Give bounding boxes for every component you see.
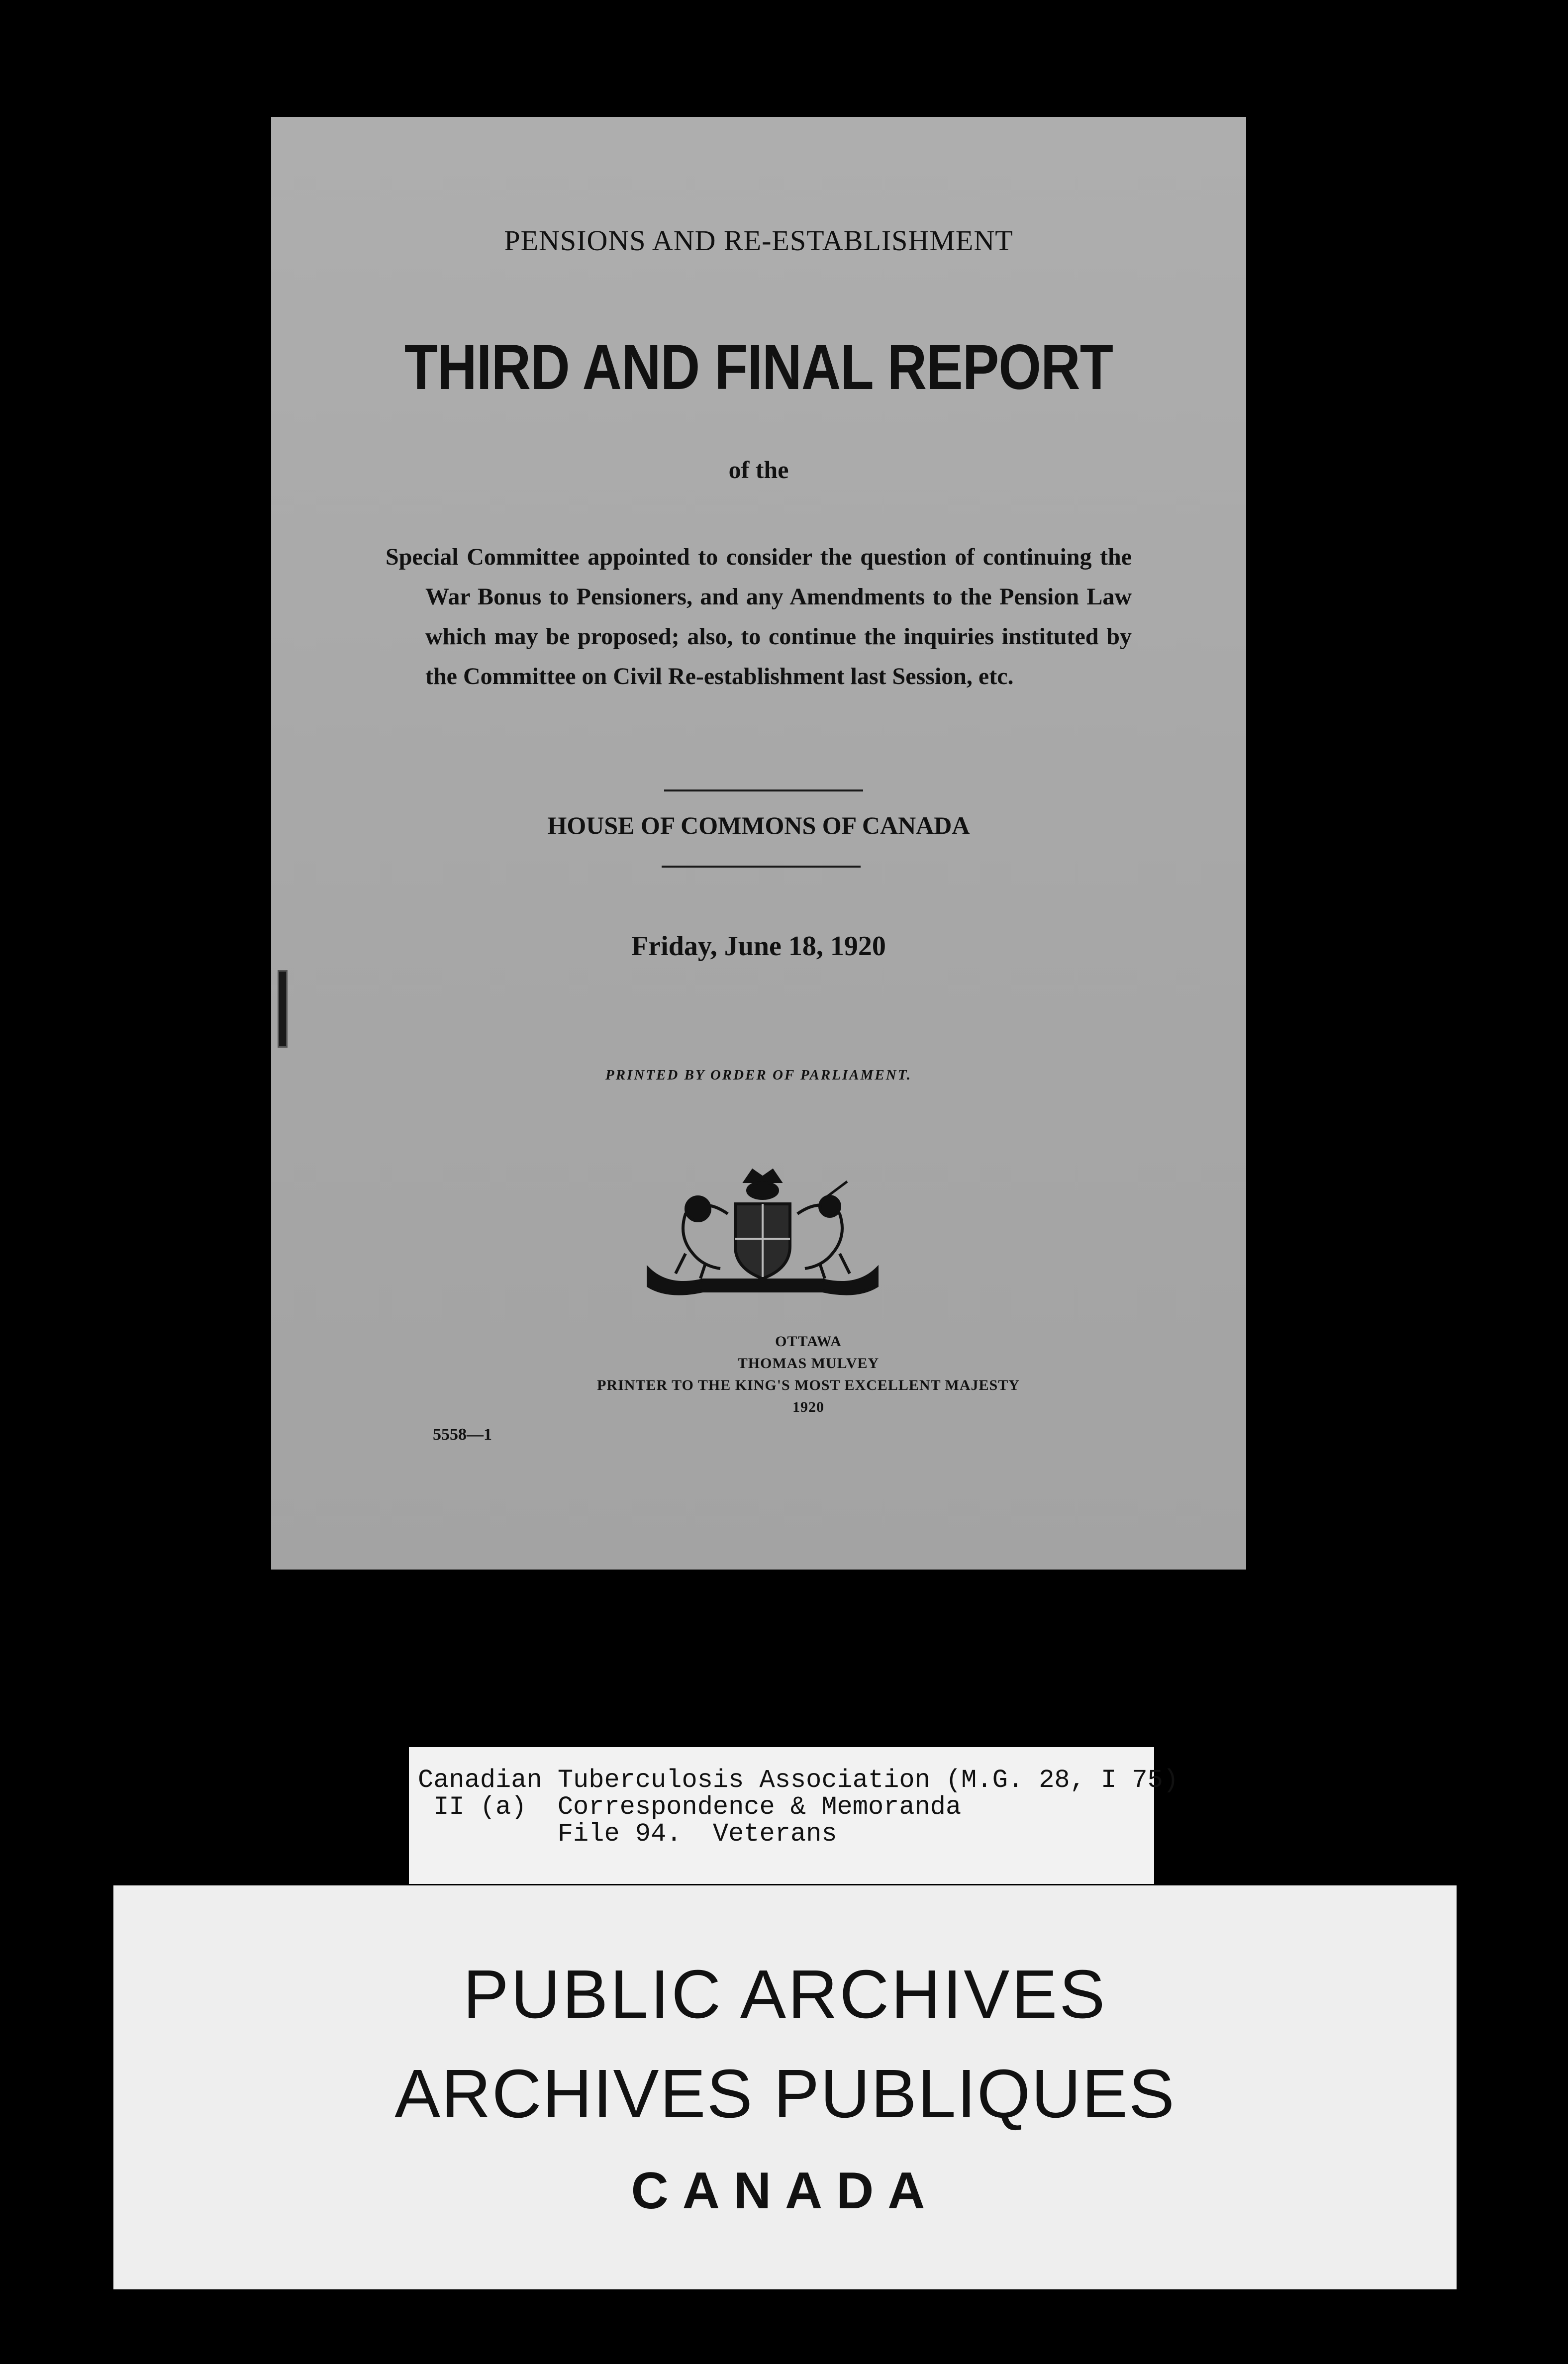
report-cover (271, 117, 1246, 1570)
committee-description: Special Committee appointed to consider the question of continuing the War Bonus to Pensioners, and any Amendments to the Pension Law which may be proposed; also, to continue the inquiries instituted by the Committee on Civil Re-establishment last Session, etc. (386, 544, 1132, 690)
document-number: 5558—1 (433, 1425, 492, 1444)
imprint-printer: THOMAS MULVEY (737, 1355, 880, 1372)
printer-imprint (510, 1331, 1107, 1418)
report-date: Friday, June 18, 1920 (631, 931, 886, 962)
imprint-year: 1920 (792, 1399, 824, 1415)
imprint-role: PRINTER TO THE KING'S MOST EXCELLENT MAJESTY (597, 1377, 1020, 1393)
imprint-place: OTTAWA (775, 1333, 842, 1350)
slip-line-collection: Canadian Tuberculosis Association (M.G. 28, I 75) (418, 1766, 1179, 1795)
stamp-english: PUBLIC ARCHIVES (463, 1956, 1107, 2033)
royal-coat-of-arms-icon (638, 1167, 887, 1296)
archives-stamp (113, 1885, 1457, 2289)
slip-line-series: II (a) Correspondence & Memoranda (418, 1792, 962, 1822)
stamp-country: CANADA (631, 2162, 939, 2220)
slip-line-file: File 94. Veterans (418, 1819, 837, 1849)
house-of-commons-text: HOUSE OF COMMONS OF CANADA (547, 811, 970, 839)
report-title: THIRD AND FINAL REPORT (404, 332, 1113, 403)
binding-clip (278, 970, 288, 1048)
printed-by-order: PRINTED BY ORDER OF PARLIAMENT. (605, 1067, 912, 1083)
of-the-text: of the (728, 456, 789, 484)
catalogue-slip (409, 1747, 1179, 1884)
divider-rule-bottom (662, 866, 861, 868)
stamp-french: ARCHIVES PUBLIQUES (394, 2056, 1176, 2132)
cover-heading: PENSIONS AND RE-ESTABLISHMENT (504, 224, 1013, 257)
divider-rule-top (664, 789, 863, 791)
